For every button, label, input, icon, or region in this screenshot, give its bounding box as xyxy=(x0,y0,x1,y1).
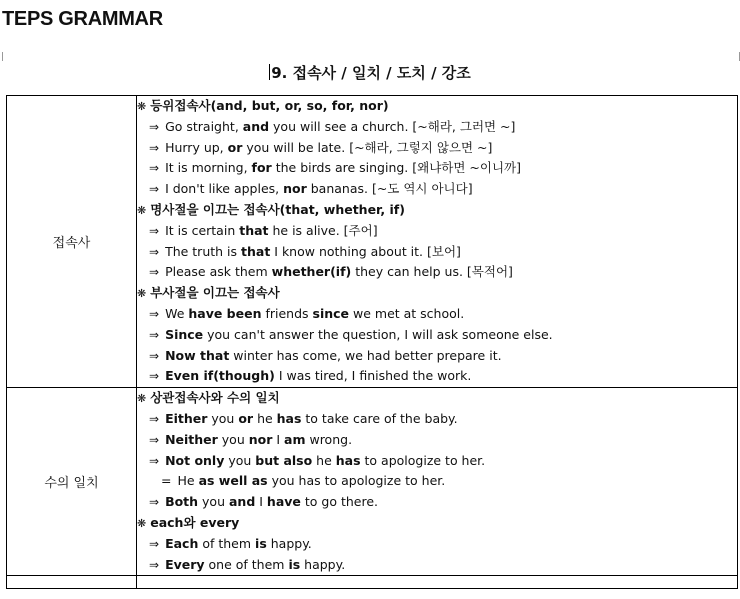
sentence-text: he xyxy=(312,452,336,468)
example-sentence xyxy=(137,304,737,325)
keyword: Each xyxy=(165,535,199,551)
sentence-text: you will see a church. [~해라, 그러면 ~] xyxy=(269,118,516,134)
sentence-text: you xyxy=(224,452,256,468)
arrow-icon: ⇒ xyxy=(149,306,160,321)
keyword: nor xyxy=(248,431,273,447)
arrow-icon: ⇒ xyxy=(149,557,160,572)
page-corner-mark-left xyxy=(2,52,12,61)
arrow-icon: ⇒ xyxy=(149,223,160,238)
keyword: Since xyxy=(165,326,204,342)
section-heading xyxy=(0,62,740,83)
keyword: has xyxy=(335,452,361,468)
example-sentence xyxy=(137,555,737,576)
keyword: Not only xyxy=(165,452,225,468)
arrow-icon: ⇒ xyxy=(149,348,160,363)
keyword: but also xyxy=(255,452,313,468)
example-sentence xyxy=(137,138,737,159)
sentence-text: I know nothing about it. [보어] xyxy=(270,243,461,259)
sentence-text: you has to apologize to her. xyxy=(267,473,446,489)
example-sentence xyxy=(137,366,737,387)
bullet-icon: ❋ xyxy=(137,287,147,301)
keyword: have xyxy=(266,494,301,510)
document-title: TEPS GRAMMAR xyxy=(2,8,163,30)
arrow-icon: ⇒ xyxy=(149,411,160,426)
bullet-icon: ❋ xyxy=(137,516,147,530)
rule-heading-text: each와 every xyxy=(150,514,240,530)
page-corner-mark-right xyxy=(730,52,740,61)
bullet-icon: ❋ xyxy=(137,100,147,113)
sentence-text: you can't answer the question, I will ask someone else. xyxy=(203,326,553,342)
sentence-text: he xyxy=(253,410,277,426)
section-heading-text: 9. 접속사 / 일치 / 도치 / 강조 xyxy=(271,64,471,82)
rule-heading xyxy=(137,388,737,409)
category-cell: 접속사 xyxy=(7,96,137,388)
keyword: has xyxy=(276,410,302,426)
equivalent-sentence xyxy=(137,471,737,492)
sentence-text: Please ask them xyxy=(165,264,272,280)
keyword: have been xyxy=(188,305,262,321)
keyword: Even if(though) xyxy=(165,368,275,384)
sentence-text: He xyxy=(177,473,199,489)
arrow-icon: ⇒ xyxy=(149,536,160,551)
rule-heading xyxy=(137,200,737,221)
sentence-text: to apologize to her. xyxy=(360,452,486,468)
sentence-text: We xyxy=(165,305,189,321)
keyword: as well as xyxy=(198,473,268,489)
sentence-text: happy. xyxy=(266,535,312,551)
sentence-text: to go there. xyxy=(300,494,378,510)
table-row-partial xyxy=(7,576,738,589)
example-sentence xyxy=(137,451,737,472)
sentence-text: you xyxy=(207,410,239,426)
keyword: is xyxy=(255,535,267,551)
keyword: that xyxy=(239,222,269,238)
sentence-text: I xyxy=(272,431,285,447)
keyword: am xyxy=(284,431,306,447)
arrow-icon: ⇒ xyxy=(149,140,160,155)
sentence-text: Hurry up, xyxy=(165,139,228,155)
grammar-table xyxy=(6,95,738,589)
keyword: since xyxy=(312,305,350,321)
table-row xyxy=(7,388,738,576)
sentence-text: happy. xyxy=(300,556,346,572)
example-sentence xyxy=(137,325,737,346)
example-sentence xyxy=(137,117,737,138)
example-sentence xyxy=(137,221,737,242)
arrow-icon: ⇒ xyxy=(149,119,160,134)
bullet-icon: ❋ xyxy=(137,203,147,217)
keyword: whether(if) xyxy=(271,264,352,280)
arrow-icon: ⇒ xyxy=(149,369,160,384)
bullet-icon: ❋ xyxy=(137,392,147,406)
arrow-icon: ⇒ xyxy=(149,453,160,468)
sentence-text: the birds are singing. [왜냐하면 ~이니까] xyxy=(271,160,521,176)
example-sentence xyxy=(137,492,737,513)
example-sentence xyxy=(137,346,737,367)
example-sentence xyxy=(137,430,737,451)
sentence-text: It is morning, xyxy=(165,160,252,176)
sentence-text: one of them xyxy=(204,556,289,572)
arrow-icon: ⇒ xyxy=(149,182,160,197)
table-row xyxy=(7,96,738,388)
keyword: Neither xyxy=(165,431,218,447)
example-sentence xyxy=(137,534,737,555)
rule-heading-text: 명사절을 이끄는 접속사(that, whether, if) xyxy=(150,201,405,217)
sentence-text: I xyxy=(255,494,267,510)
sentence-text: you will be late. [~해라, 그렇지 않으면 ~] xyxy=(242,139,493,155)
content-cell xyxy=(137,388,738,576)
rule-heading xyxy=(137,283,737,304)
example-sentence xyxy=(137,158,737,179)
keyword: Now that xyxy=(165,347,230,363)
arrow-icon: ⇒ xyxy=(149,161,160,176)
sentence-text: he is alive. [주어] xyxy=(268,222,378,238)
keyword: nor xyxy=(283,181,307,197)
example-sentence xyxy=(137,242,737,263)
keyword: is xyxy=(288,556,301,572)
sentence-text: you xyxy=(217,431,249,447)
keyword: or xyxy=(227,139,243,155)
sentence-text: wrong. xyxy=(305,431,353,447)
sentence-text: to take care of the baby. xyxy=(301,410,458,426)
sentence-text: winter has come, we had better prepare it. xyxy=(229,347,502,363)
example-sentence xyxy=(137,409,737,430)
content-cell xyxy=(137,576,738,589)
keyword: Either xyxy=(165,410,208,426)
sentence-text: you xyxy=(198,494,229,510)
keyword: Both xyxy=(165,494,199,510)
keyword: and xyxy=(242,118,270,134)
rule-heading-text: 등위접속사(and, but, or, so, for, nor) xyxy=(150,98,389,113)
rule-heading xyxy=(137,513,737,534)
sentence-text: of them xyxy=(198,535,256,551)
arrow-icon: ⇒ xyxy=(149,432,160,447)
arrow-icon: ⇒ xyxy=(149,327,160,342)
category-cell: 수의 일치 xyxy=(7,388,137,576)
sentence-text: Go straight, xyxy=(165,118,243,134)
arrow-icon: ⇒ xyxy=(149,265,160,280)
equals-icon: = xyxy=(161,473,172,489)
sentence-text: I was tired, I finished the work. xyxy=(274,368,472,384)
rule-heading-text: 부사절을 이끄는 접속사 xyxy=(150,285,280,301)
example-sentence xyxy=(137,262,737,283)
keyword: and xyxy=(228,494,256,510)
sentence-text: bananas. [~도 역시 아니다] xyxy=(306,181,473,197)
keyword: that xyxy=(241,243,271,259)
sentence-text: The truth is xyxy=(165,243,242,259)
sentence-text: they can help us. [목적어] xyxy=(351,264,513,280)
rule-heading-text: 상관접속사와 수의 일치 xyxy=(150,390,280,406)
sentence-text: I don't like apples, xyxy=(165,181,284,197)
sentence-text: friends xyxy=(261,305,313,321)
example-sentence xyxy=(137,179,737,200)
keyword: Every xyxy=(165,556,205,572)
arrow-icon: ⇒ xyxy=(149,244,160,259)
keyword: or xyxy=(238,410,254,426)
keyword: for xyxy=(251,160,272,176)
sentence-text: we met at school. xyxy=(349,305,465,321)
sentence-text: It is certain xyxy=(165,222,240,238)
arrow-icon: ⇒ xyxy=(149,495,160,510)
category-cell xyxy=(7,576,137,589)
content-cell xyxy=(137,96,738,388)
rule-heading xyxy=(137,96,737,117)
